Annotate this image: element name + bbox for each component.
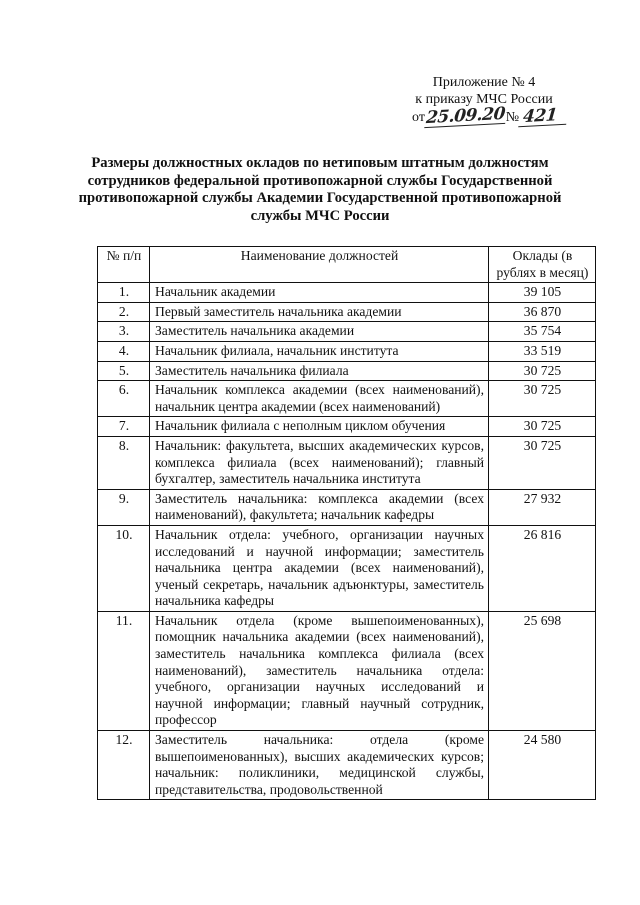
position-name: Начальник: факультета, высших академических курсов, комплекса филиала (всех наименований); главный бухгалтер, заместитель начальника института (150, 436, 489, 489)
salary-value: 36 870 (489, 302, 596, 322)
table-row (98, 525, 596, 611)
header-position-name: Наименование должностей (150, 247, 489, 283)
table-row (98, 322, 596, 342)
position-name: Начальник отдела: учебного, организации научных исследований и научной информации; заместитель начальника центра академии (всех наименований), ученый секретарь, начальник адъюнктуры, заместитель начальника кафедры (150, 525, 489, 611)
handwritten-order-number: 421 (518, 107, 568, 128)
appendix-title: Приложение № 4 (432, 75, 536, 90)
position-name: Начальник комплекса академии (всех наименований), начальник центра академии (всех наименований) (150, 381, 489, 417)
table-row (98, 417, 596, 437)
row-number: 8. (98, 436, 150, 489)
table-row (98, 731, 596, 800)
salary-table (97, 246, 596, 800)
position-name: Заместитель начальника: отдела (кроме вышепоименованных), высших академических курсов; начальник: поликлиники, медицинской службы, представительства, продовольственной (150, 731, 489, 800)
position-name: Начальник отдела (кроме вышепоименованных), помощник начальника академии (всех наименований), заместитель начальника комплекса филиала (всех наименований), заместитель начальника отдела: учебного, организации научных исследований и научной информации; главный научный сотрудник, профессор (150, 611, 489, 730)
salary-value: 30 725 (489, 381, 596, 417)
document-title: Размеры должностных окладов по нетиповым штатным должностям сотрудников федеральной противопожарной службы Государственной противопожарной службы Академии Государственной противопожарной службы МЧС России (78, 155, 562, 224)
table-row (98, 381, 596, 417)
table-row (98, 611, 596, 730)
position-name: Начальник академии (150, 283, 489, 303)
handwritten-date: 25.09.20 (425, 103, 506, 129)
row-number: 12. (98, 731, 150, 800)
salary-value: 39 105 (489, 283, 596, 303)
row-number: 9. (98, 489, 150, 525)
appendix-date-line (404, 103, 564, 129)
row-number: 4. (98, 341, 150, 361)
salary-value: 25 698 (489, 611, 596, 730)
table-row (98, 436, 596, 489)
appendix-order-ref: к приказу МЧС России (415, 92, 553, 107)
salary-value: 33 519 (489, 341, 596, 361)
salary-value: 35 754 (489, 322, 596, 342)
row-number: 1. (98, 283, 150, 303)
table-row (98, 283, 596, 303)
salary-value: 24 580 (489, 731, 596, 800)
header-salary: Оклады (в рублях в месяц) (489, 247, 596, 283)
salary-value: 27 932 (489, 489, 596, 525)
position-name: Начальник филиала с неполным циклом обучения (150, 417, 489, 437)
appendix-number-sign: № (505, 110, 520, 125)
table-row (98, 302, 596, 322)
salary-value: 30 725 (489, 417, 596, 437)
table-row (98, 361, 596, 381)
appendix-ot-label: от (412, 110, 425, 125)
row-number: 10. (98, 525, 150, 611)
row-number: 11. (98, 611, 150, 730)
salary-value: 26 816 (489, 525, 596, 611)
row-number: 3. (98, 322, 150, 342)
position-name: Заместитель начальника: комплекса академии (всех наименований), факультета; начальник кафедры (150, 489, 489, 525)
position-name: Заместитель начальника филиала (150, 361, 489, 381)
table-header-row (98, 247, 596, 283)
salary-value: 30 725 (489, 436, 596, 489)
row-number: 5. (98, 361, 150, 381)
appendix-header (404, 74, 564, 129)
row-number: 7. (98, 417, 150, 437)
table-row (98, 341, 596, 361)
position-name: Начальник филиала, начальник института (150, 341, 489, 361)
position-name: Первый заместитель начальника академии (150, 302, 489, 322)
salary-value: 30 725 (489, 361, 596, 381)
header-number: № п/п (98, 247, 150, 283)
table-row (98, 489, 596, 525)
position-name: Заместитель начальника академии (150, 322, 489, 342)
row-number: 2. (98, 302, 150, 322)
row-number: 6. (98, 381, 150, 417)
